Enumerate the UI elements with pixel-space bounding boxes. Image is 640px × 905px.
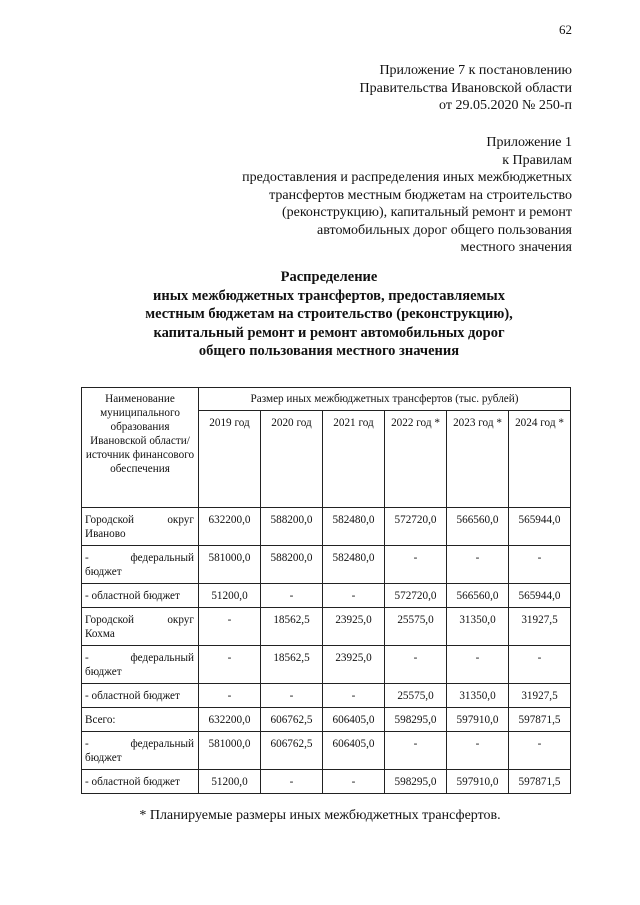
row-name-text: - областной бюджет (85, 590, 180, 602)
row-name-word: - (85, 652, 89, 664)
appendix-1-line: к Правилам (502, 152, 572, 168)
appendix-1-line: (реконструкцию), капитальный ремонт и ремонт (281, 205, 572, 220)
value-cell: 566560,0 (447, 508, 509, 546)
row-name-line (85, 737, 194, 751)
table-row (82, 732, 571, 770)
value-cell: 632200,0 (199, 508, 261, 546)
value-cell: - (447, 646, 509, 684)
row-name-word: - (85, 552, 89, 564)
value-cell: 598295,0 (385, 708, 447, 732)
value-cell: 606762,5 (261, 732, 323, 770)
value-cell: 25575,0 (385, 684, 447, 708)
document-title (0, 268, 640, 361)
title-line: Распределение (280, 269, 378, 285)
value-cell: 31350,0 (447, 684, 509, 708)
appendix-1-line: предоставления и распределения иных межбюджетных (242, 170, 572, 185)
row-name-word: Городской (85, 514, 135, 526)
appendix-1-line: местного значения (460, 240, 572, 255)
row-name-text: - областной бюджет (85, 690, 180, 702)
row-name-line: Кохма (85, 628, 115, 640)
value-cell: 582480,0 (323, 508, 385, 546)
value-cell: - (261, 584, 323, 608)
row-name-cell (82, 508, 199, 546)
value-cell: - (261, 770, 323, 794)
value-cell: - (261, 684, 323, 708)
appendix-7-line: от 29.05.2020 № 250-п (439, 98, 572, 113)
row-name-line: бюджет (85, 666, 122, 678)
appendix-7-line: Правительства Ивановской области (359, 80, 572, 96)
value-cell: - (199, 646, 261, 684)
value-cell: 572720,0 (385, 584, 447, 608)
row-name-line (85, 613, 194, 627)
value-cell: - (385, 732, 447, 770)
column-header-year: 2019 год (199, 411, 261, 508)
value-cell: 18562,5 (261, 646, 323, 684)
value-cell: 632200,0 (199, 708, 261, 732)
value-cell: 582480,0 (323, 546, 385, 584)
value-cell: 581000,0 (199, 546, 261, 584)
row-name-cell (82, 708, 199, 732)
table-row (82, 770, 571, 794)
row-name-cell (82, 684, 199, 708)
appendix-1-line: трансфертов местным бюджетам на строительство (269, 187, 572, 203)
table-row (82, 508, 571, 546)
value-cell: 606405,0 (323, 732, 385, 770)
value-cell: 597871,5 (509, 708, 571, 732)
value-cell: - (199, 608, 261, 646)
title-line: иных межбюджетных трансфертов, предоставляемых (152, 287, 505, 304)
row-name-line (85, 651, 194, 665)
table-row (82, 708, 571, 732)
value-cell: 588200,0 (261, 508, 323, 546)
table-row (82, 684, 571, 708)
page-number: 62 (559, 22, 572, 37)
column-header-year: 2023 год * (447, 411, 509, 508)
row-name-cell (82, 608, 199, 646)
table-body (82, 508, 571, 794)
value-cell: - (447, 732, 509, 770)
value-cell: 566560,0 (447, 584, 509, 608)
value-cell: 23925,0 (323, 646, 385, 684)
value-cell: 588200,0 (261, 546, 323, 584)
value-cell: - (509, 732, 571, 770)
title-line: общего пользования местного значения (198, 343, 460, 359)
title-line: местным бюджетам на строительство (реконструкцию), (145, 306, 513, 322)
value-cell: 606762,5 (261, 708, 323, 732)
row-name-text: - областной бюджет (85, 776, 180, 788)
value-cell: - (509, 646, 571, 684)
value-cell: - (385, 646, 447, 684)
row-name-cell (82, 732, 199, 770)
value-cell: 51200,0 (199, 770, 261, 794)
row-name-line: бюджет (85, 566, 122, 578)
appendix-7-line: Приложение 7 к постановлению (379, 63, 572, 78)
row-name-cell (82, 584, 199, 608)
value-cell: - (447, 546, 509, 584)
value-cell: - (385, 546, 447, 584)
transfers-table (81, 387, 571, 794)
value-cell: 18562,5 (261, 608, 323, 646)
appendix-1-line: автомобильных дорог общего пользования (317, 222, 572, 238)
table-row (82, 608, 571, 646)
value-cell: - (323, 584, 385, 608)
row-name-word: Городской (85, 614, 135, 626)
table-row (82, 584, 571, 608)
column-header-name: Наименование муниципального образования Ивановской области/источник финансового обеспечения (82, 388, 199, 508)
row-name-word: округ (167, 514, 194, 526)
column-header-year: 2021 год (323, 411, 385, 508)
value-cell: 597910,0 (447, 770, 509, 794)
value-cell: 572720,0 (385, 508, 447, 546)
value-cell: - (509, 546, 571, 584)
table-row (82, 646, 571, 684)
value-cell: - (199, 684, 261, 708)
row-name-line (85, 551, 194, 565)
value-cell: 565944,0 (509, 508, 571, 546)
column-header-size: Размер иных межбюджетных трансфертов (тыс. рублей) (199, 388, 571, 411)
value-cell: - (323, 684, 385, 708)
row-name-cell (82, 546, 199, 584)
value-cell: 565944,0 (509, 584, 571, 608)
column-header-year: 2020 год (261, 411, 323, 508)
value-cell: 597910,0 (447, 708, 509, 732)
row-name-word: федеральный (130, 552, 194, 564)
row-name-line: Иваново (85, 528, 126, 540)
value-cell: 23925,0 (323, 608, 385, 646)
row-name-cell (82, 646, 199, 684)
value-cell: 31927,5 (509, 608, 571, 646)
value-cell: 598295,0 (385, 770, 447, 794)
value-cell: 597871,5 (509, 770, 571, 794)
title-line: капитальный ремонт и ремонт автомобильных дорог (153, 324, 505, 341)
row-name-word: - (85, 738, 89, 750)
row-name-text: Всего: (85, 714, 116, 726)
footnote: * Планируемые размеры иных межбюджетных трансфертов. (139, 808, 501, 823)
appendix-7-header (360, 62, 572, 115)
appendix-1-line: Приложение 1 (486, 135, 572, 150)
row-name-line: бюджет (85, 752, 122, 764)
appendix-1-header (242, 134, 572, 257)
column-header-year: 2024 год * (509, 411, 571, 508)
table-row (82, 546, 571, 584)
value-cell: 25575,0 (385, 608, 447, 646)
column-header-year: 2022 год * (385, 411, 447, 508)
row-name-cell (82, 770, 199, 794)
row-name-word: федеральный (130, 652, 194, 664)
value-cell: 31350,0 (447, 608, 509, 646)
row-name-word: федеральный (130, 738, 194, 750)
table-header-row (82, 388, 571, 411)
value-cell: 581000,0 (199, 732, 261, 770)
row-name-line (85, 513, 194, 527)
row-name-word: округ (167, 614, 194, 626)
value-cell: 606405,0 (323, 708, 385, 732)
value-cell: 31927,5 (509, 684, 571, 708)
value-cell: - (323, 770, 385, 794)
value-cell: 51200,0 (199, 584, 261, 608)
